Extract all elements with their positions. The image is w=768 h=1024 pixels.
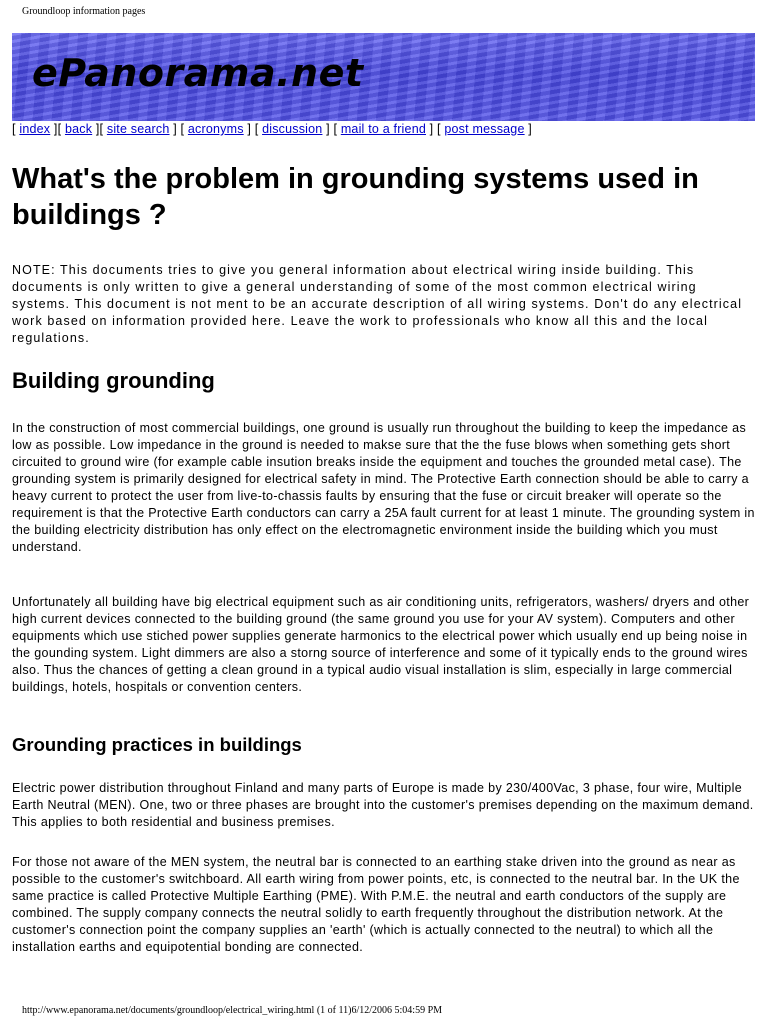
paragraph: Electric power distribution throughout Finland and many parts of Europe is made by 230/400Vac, 3 phase, four wire, Multiple Earth Neutral (MEN). One, two or three phases are brought into the customer's premises depending on the maximum demand. This applies to both residential and business premises. [12,781,754,829]
nav-link-acronyms[interactable]: acronyms [187,122,244,136]
section-heading-building-grounding: Building grounding [12,368,215,393]
paragraph: For those not aware of the MEN system, the neutral bar is connected to an earthing stake driven into the ground as near as possible to the customer's switchboard. All earth wiring from power points, etc, is connected to the neutral bar. In the UK the same practice is called Protective Multiple Earthing (PME). With P.M.E. the neutral and earth conductors of the supply are combined. The supply company connects the neutral solidly to earth frequently throughout the distribution network. At the customer's connection point the company supplies an 'earth' (which is actually connected to the neutral) to which all the installation earths and equipotential bonding are connected. [12,855,740,954]
disclaimer-note: NOTE: This documents tries to give you general information about electrical wiring inside building. This documents is only written to give a general understanding of some of the most common electrical wiring systems. This document is not ment to be an accurate description of all wiring systems. Don't do any electrical work based on information provided here. Leave the work to professionals who know all this and the local regulations. [12,263,743,345]
print-header: Groundloop information pages [22,6,146,17]
paragraph: In the construction of most commercial buildings, one ground is usually run throughout the building to keep the impedance as low as possible. Low impedance in the ground is needed to makse sure that the the fuse blows when something gets short circuited to ground wire (for example cable insution breaks inside the equipment and touches the grounded metal case). The grounding system is primarily designed for electrical safety in mind. The Protective Earth connection should be able to carry a heavy current to protect the user from live-to-chassis faults by ensuring that the fuse or circuit breaker will operate so the requirement is that the Protective Earth conductors can carry a 25A fault current for at least 1 minute. The grounding system in the building electricity distribution has only effect on the electromagnetic environment inside the building which you must understand. [12,421,755,554]
site-banner[interactable] [12,33,755,121]
nav-bar: [ index ][ back ][ site search ] [ acronyms ] [ discussion ] [ mail to a friend ] [ post message ] [12,122,532,136]
section-heading-grounding-practices: Grounding practices in buildings [12,734,302,755]
nav-link-post-message[interactable]: post message [444,122,525,136]
paragraph: Unfortunately all building have big electrical equipment such as air conditioning units, refrigerators, washers/ dryers and other high current devices connected to the building ground (the same ground you use for your AV system). Computers and other equipments which use stiched power supplies generate harmonics to the electrical power which usually end up being noise in the gounding system. Light dimmers are also a storng source of interference and some of it typically ends to the ground wires also. Thus the chances of getting a clean ground in a typical audio visual installation is slim, especially in large commercial buildings, hotels, hospitals or convention centers. [12,595,750,694]
nav-link-index[interactable]: index [19,122,51,136]
print-footer: http://www.epanorama.net/documents/groundloop/electrical_wiring.html (1 of 11)6/12/2006 5:04:59 PM [22,1005,443,1016]
site-logo: ePanorama.net [32,51,364,95]
nav-link-site-search[interactable]: site search [106,122,170,136]
nav-link-discussion[interactable]: discussion [262,122,323,136]
nav-link-back[interactable]: back [64,122,93,136]
page-title: What's the problem in grounding systems used in buildings ? [12,163,699,231]
nav-link-mail-to-a-friend[interactable]: mail to a friend [340,122,426,136]
